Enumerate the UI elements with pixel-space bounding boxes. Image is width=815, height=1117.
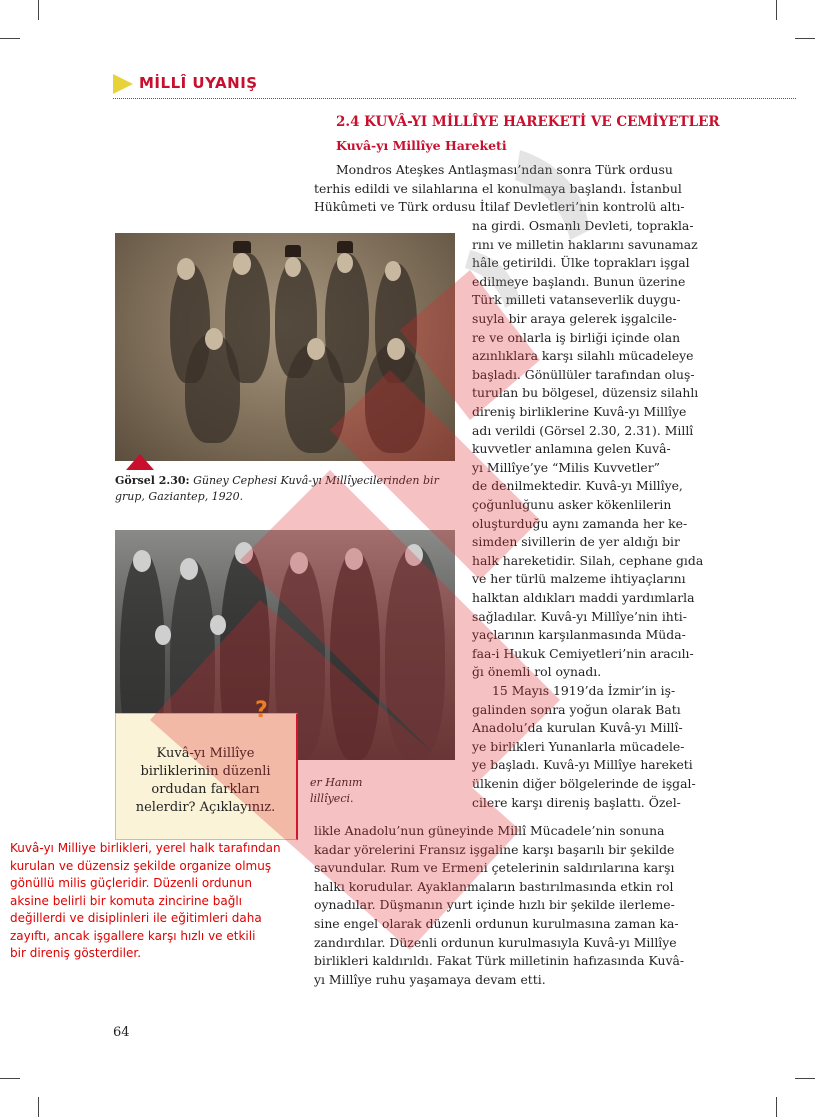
text-line: de denilmektedir. Kuvâ-yı Millîye, (472, 478, 683, 494)
text-line: halk hareketidir. Silah, cephane gıda (472, 552, 704, 568)
figure-2-caption-line: er Hanım (310, 776, 363, 789)
text-line: halkı korudular. Ayaklanmaların bastırılmasında etkin rol (314, 878, 674, 894)
text-line: turulan bu bölgesel, düzensiz silahlı (472, 385, 699, 401)
text-line: sağladılar. Kuvâ-yı Millîye’nin ihti- (472, 608, 687, 624)
figure-2-caption-line: lillîyeci. (310, 792, 354, 805)
text-line: 15 Mayıs 1919’da İzmir’in iş- (492, 683, 676, 698)
text-line: zandırdılar. Düzenli ordunun kurulmasıyla Kuvâ-yı Millîye (314, 934, 677, 950)
crop-mark (776, 0, 777, 20)
crop-mark (38, 0, 39, 20)
text-line: hâle getirildi. Ülke toprakları işgal (472, 255, 690, 271)
text-line: re ve onlarla iş birliği içinde olan (472, 329, 681, 345)
section-title: 2.4 KUVÂ-YI MİLLÎYE HAREKETİ VE CEMİYETLER (336, 114, 720, 130)
answer-line: Kuvâ-yı Milliye birlikleri, yerel halk tarafından (10, 841, 281, 855)
figure-2-caption (310, 775, 362, 807)
text-line: halktan aldıkları maddi yardımlarla (472, 590, 695, 605)
text-line: azınlıklara karşı silahlı mücadeleye (472, 348, 694, 364)
running-header (113, 72, 713, 100)
text-line: çoğunluğunu asker kökenlilerin (472, 497, 672, 512)
text-line: oynadılar. Düşmanın yurt içinde hızlı bir şekilde ilerleme- (314, 897, 675, 913)
text-line: Türk milleti vatanseverlik duygu- (472, 292, 681, 308)
text-line: sine engel olarak düzenli ordunun kurulmasına zaman ka- (314, 916, 679, 931)
text-line: yı Millîye ruhu yaşamaya devam etti. (314, 971, 546, 987)
text-line: ye birlikleri Yunanlarla mücadele- (472, 738, 685, 754)
question-mark-icon: ? (255, 698, 268, 723)
text-line: edilmeye başlandı. Bunun üzerine (472, 273, 686, 289)
text-line: Mondros Ateşkes Antlaşması’ndan sonra Türk ordusu (336, 162, 673, 177)
text-line: direniş birliklerine Kuvâ-yı Millîye (472, 404, 687, 419)
text-line: yaçlarının karşılanmasında Müda- (472, 627, 686, 643)
text-line: ğı önemli rol oynadı. (472, 664, 602, 680)
answer-line: zayıftı, ancak işgallere karşı hızlı ve etkili (10, 928, 256, 943)
crop-mark (776, 1097, 777, 1117)
crop-mark (38, 1097, 39, 1117)
header-arrow-icon (113, 74, 133, 94)
text-line: ye başladı. Kuvâ-yı Millîye hareketi (472, 757, 693, 773)
text-line: simden sivillerin de yer aldığı bir (472, 534, 680, 550)
text-line: na girdi. Osmanlı Devleti, toprakla- (472, 218, 694, 233)
question-text: Kuvâ-yı Millîye birliklerinin düzenli ordudan farkları nelerdir? Açıklayınız. (135, 746, 276, 815)
figure-caption-text: Güney Cephesi Kuvâ-yı Millîyecilerinden bir grup, Gaziantep, 1920. (115, 474, 439, 503)
answer-line: aksine belirli bir komuta zincirine bağlı (10, 893, 243, 908)
text-line: rını ve milletin haklarını savunamaz (472, 236, 698, 252)
figure-caption (115, 473, 455, 505)
crop-mark (0, 38, 20, 39)
text-line: likle Anadolu’nun güneyinde Millî Mücadele’nin sonuna (314, 823, 665, 838)
crop-mark (795, 38, 815, 39)
text-line: Hükûmeti ve Türk ordusu İtilaf Devletleri’nin kontrolü altı- (314, 199, 685, 215)
section-subtitle: Kuvâ-yı Millîye Hareketi (336, 138, 507, 153)
text-line: cilere karşı direniş başlattı. Özel- (472, 794, 681, 810)
text-line: suyla bir araya gelerek işgalcile- (472, 311, 677, 326)
text-line: kadar yörelerini Fransız işgaline karşı başarılı bir şekilde (314, 841, 675, 857)
answer-line: kurulan ve düzensiz şekilde organize olmuş (10, 858, 272, 873)
crop-mark (795, 1078, 815, 1079)
text-line: ülkenin diğer bölgelerinde de işgal- (472, 776, 696, 791)
header-title: MİLLÎ UYANIŞ (139, 74, 258, 92)
answer-line: bir direniş gösterdiler. (10, 946, 142, 960)
text-line: ve her türlü malzeme ihtiyaçlarını (472, 571, 686, 587)
page-number: 64 (113, 1025, 130, 1040)
photo-gorsel-2-30 (115, 233, 455, 461)
text-line: adı verildi (Görsel 2.30, 2.31). Millî (472, 422, 694, 438)
text-line: kuvvetler anlamına gelen Kuvâ- (472, 441, 671, 457)
figure-label: Görsel 2.30: (115, 474, 190, 487)
answer-text (10, 840, 300, 963)
text-line: oluşturduğu aynı zamanda her ke- (472, 515, 688, 531)
text-line: Anadolu’da kurulan Kuvâ-yı Millî- (472, 720, 683, 736)
text-line: savundular. Rum ve Ermeni çetelerinin saldırılarına karşı (314, 860, 675, 876)
text-line: terhis edildi ve silahlarına el konulmaya başlandı. İstanbul (314, 180, 682, 196)
text-line: galinden sonra yoğun olarak Batı (472, 701, 681, 717)
figure-marker-icon (126, 454, 154, 470)
answer-line: değillerdi ve disiplinleri ile eğitimleri daha (10, 911, 262, 925)
text-line: birlikleri kaldırıldı. Fakat Türk milletinin hafızasında Kuvâ- (314, 953, 685, 969)
crop-mark (0, 1078, 20, 1079)
text-line: başladı. Gönüllüler tarafından oluş- (472, 366, 695, 382)
text-line: faa-i Hukuk Cemiyetleri’nin aracılı- (472, 645, 694, 661)
text-line: yı Millîye’ye “Milis Kuvvetler” (472, 459, 661, 475)
answer-line: gönüllü milis güçleridir. Düzenli ordunun (10, 876, 252, 890)
header-rule (113, 98, 796, 99)
